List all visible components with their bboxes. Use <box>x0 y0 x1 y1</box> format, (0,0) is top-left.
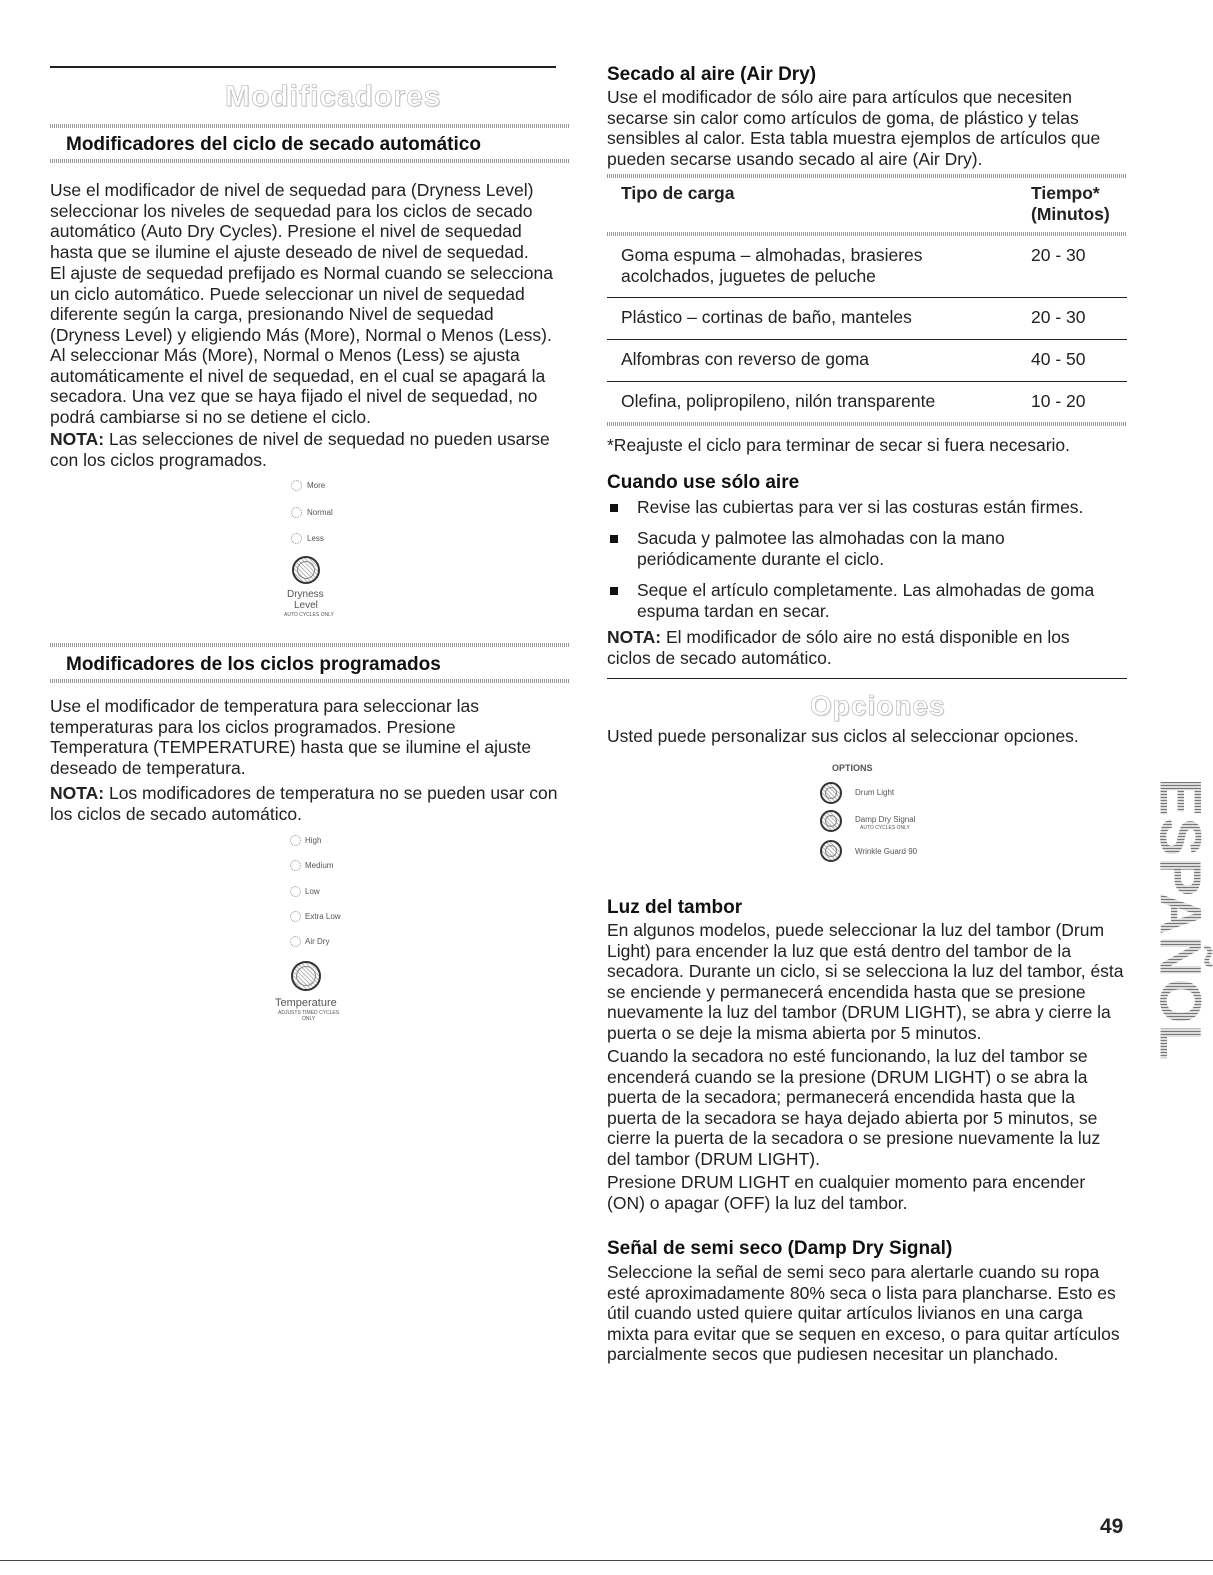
row-time: 10 - 20 <box>1031 391 1086 411</box>
col-header-time: Tiempo* <box>1031 183 1100 203</box>
heading-drum-light: Luz del tambor <box>607 897 743 918</box>
option-air-dry: Air Dry <box>305 937 330 946</box>
damp-dry-signal-sub: AUTO CYCLES ONLY <box>860 825 910 831</box>
row-divider <box>607 339 1127 340</box>
wrinkle-guard-label: Wrinkle Guard 90 <box>855 847 918 856</box>
note-text: El modificador de sólo aire no está disponible en los ciclos de secado automático. <box>607 627 1070 668</box>
normal-indicator-icon <box>291 507 302 518</box>
table-footnote: *Reajuste el ciclo para terminar de secar si fuera necesario. <box>607 435 1070 455</box>
row-time: 40 - 50 <box>1031 349 1086 369</box>
section-title-modificadores: Modificadores <box>225 80 442 113</box>
paragraph-air-dry: Use el modificador de sólo aire para artículos que necesiten secarse sin calor como artículos de goma, de plástico y telas sensibles al calor. Esta tabla muestra ejemplos de artículos que pueden secarse usando secado al aire (Air Dry). <box>607 87 1101 169</box>
level-label: Level <box>294 600 318 611</box>
dryness-label: Dryness <box>287 589 324 600</box>
options-panel <box>800 760 960 870</box>
note-text: Los modificadores de temperatura no se pueden usar con los ciclos de secado automático. <box>50 783 558 824</box>
paragraph-drum-light-3: Presione DRUM LIGHT en cualquier momento para encender (ON) o apagar (OFF) la luz del tambor. <box>607 1172 1086 1213</box>
temperature-control <box>260 832 370 1022</box>
extra-low-indicator-icon <box>290 911 301 922</box>
paragraph-temperature: Use el modificador de temperatura para seleccionar las temperaturas para los ciclos programados. Presione Temperatura (TEMPERATURE) hasta que se ilumine el ajuste deseado de temperatura. <box>50 696 532 778</box>
paragraph-dryness-default: El ajuste de sequedad prefijado es Normal cuando se selecciona un ciclo automático. Puede seleccionar un nivel de sequedad diferente según la carga, presionando Nivel de sequedad (Dryness Level) y eligiendo Más (More), Normal o Menos (Less). Al seleccionar Más (More), Normal o Menos (Less) se ajusta automáticamente el nivel de sequedad, en el cual se apagará la secadora. Una vez que se haya fijado el nivel de sequedad, no podrá cambiarse si no se detiene el ciclo. <box>50 263 553 427</box>
col-header-minutes: (Minutos) <box>1031 204 1110 224</box>
heading-air-dry: Secado al aire (Air Dry) <box>607 64 817 85</box>
row-time: 20 - 30 <box>1031 245 1086 265</box>
table-top-divider <box>607 174 1127 178</box>
note-label: NOTA: <box>50 783 105 803</box>
drum-light-label: Drum Light <box>855 788 895 797</box>
side-tab-label: ESPAÑOL <box>1147 778 1213 1062</box>
option-high: High <box>305 836 322 845</box>
heading-programmed-cycle-modifiers: Modificadores de los ciclos programados <box>66 654 441 675</box>
bullet-text: Seque el artículo completamente. Las almohadas de goma espuma tardan en secar. <box>637 580 1095 621</box>
drum-light-button[interactable] <box>820 782 842 804</box>
option-medium: Medium <box>305 861 334 870</box>
temperature-button[interactable] <box>291 961 321 991</box>
bullet-icon <box>610 535 618 543</box>
row-time: 20 - 30 <box>1031 307 1086 327</box>
row-divider <box>607 381 1127 382</box>
medium-indicator-icon <box>290 860 301 871</box>
paragraph-dryness-level: Use el modificador de nivel de sequedad para (Dryness Level) seleccionar los niveles de sequedad para los ciclos de secado automático (Auto Dry Cycles). Presione el nivel de sequedad hasta que se ilumine el ajuste deseado de nivel de sequedad. <box>50 180 534 262</box>
paragraph-drum-light-1: En algunos modelos, puede seleccionar la luz del tambor (Drum Light) para encender la luz que está dentro del tambor de la secadora. Durante un ciclo, si se selecciona la luz del tambor, ésta se enciende y permanecerá encendida hasta que se presione nuevamente la luz del tambor (DRUM LIGHT), se abra y cierre la puerta o se deje la misma abierta por 5 minutos. <box>607 920 1124 1043</box>
section-title-opciones: Opciones <box>810 690 946 721</box>
option-more: More <box>307 481 326 490</box>
air-dry-indicator-icon <box>290 936 301 947</box>
row-load: Plástico – cortinas de baño, manteles <box>621 307 912 327</box>
row-load: Olefina, polipropileno, nilón transparente <box>621 391 936 411</box>
note-dryness <box>50 429 568 470</box>
high-indicator-icon <box>290 835 301 846</box>
heading-only-air: Cuando use sólo aire <box>607 472 800 493</box>
paragraph-damp-dry-signal: Seleccione la señal de semi seco para alertarle cuando su ropa esté aproximadamente 80% seca o lista para plancharse. Esto es útil cuando usted quiere quitar artículos livianos en una carga mixta para evitar que se sequen en exceso, o para quitar artículos parcialmente secos que pudiesen necesitar un planchado. <box>607 1262 1120 1364</box>
damp-dry-signal-button[interactable] <box>820 810 842 832</box>
option-extra-low: Extra Low <box>305 912 341 921</box>
bullet-icon <box>610 587 618 595</box>
auto-cycles-only-label: AUTO CYCLES ONLY <box>284 612 334 618</box>
option-less: Less <box>307 534 324 543</box>
dryness-level-button[interactable] <box>292 556 320 584</box>
divider <box>50 124 570 128</box>
options-intro: Usted puede personalizar sus ciclos al seleccionar opciones. <box>607 726 1079 746</box>
col-header-load-type: Tipo de carga <box>621 183 735 203</box>
divider <box>50 679 570 683</box>
note-label: NOTA: <box>50 429 105 449</box>
note-text: Las selecciones de nivel de sequedad no pueden usarse con los ciclos programados. <box>50 429 550 470</box>
air-dry-table <box>607 180 1127 435</box>
options-panel-title: OPTIONS <box>832 763 873 773</box>
bullet-text: Sacuda y palmotee las almohadas con la mano periódicamente durante el ciclo. <box>637 528 1005 569</box>
row-load: Alfombras con reverso de goma <box>621 349 870 369</box>
options-top-rule <box>607 678 1127 679</box>
table-bottom-divider <box>607 422 1127 426</box>
heading-auto-cycle-modifiers: Modificadores del ciclo de secado automático <box>66 134 481 155</box>
adjusts-timed-cycles-label: ADJUSTS TIMED CYCLES <box>278 1010 340 1016</box>
top-rule-left <box>50 66 556 68</box>
note-label: NOTA: <box>607 627 662 647</box>
temperature-label: Temperature <box>275 997 337 1009</box>
bullet-icon <box>610 504 618 512</box>
bottom-rule <box>0 1560 1213 1561</box>
dryness-level-control <box>270 478 360 623</box>
less-indicator-icon <box>291 533 302 544</box>
page-number: 49 <box>1100 1515 1124 1538</box>
divider <box>50 643 570 647</box>
header-divider <box>607 232 1127 236</box>
more-indicator-icon <box>291 480 302 491</box>
option-low: Low <box>305 887 320 896</box>
option-normal: Normal <box>307 508 333 517</box>
heading-damp-dry-signal: Señal de semi seco (Damp Dry Signal) <box>607 1238 953 1259</box>
wrinkle-guard-button[interactable] <box>820 840 842 862</box>
bullet-text: Revise las cubiertas para ver si las costuras están firmes. <box>637 497 1084 517</box>
divider <box>50 159 570 163</box>
side-tab-espanol <box>1147 778 1213 1062</box>
note-temperature <box>50 783 570 824</box>
paragraph-drum-light-2: Cuando la secadora no esté funcionando, la luz del tambor se encenderá cuando se la presione (DRUM LIGHT) o se abra la puerta de la secadora; permanecerá encendida hasta que la puerta de la secadora se haya dejado abierta por 5 minutos, se cierre la puerta de la secadora o se presione nuevamente la luz del tambor (DRUM LIGHT). <box>607 1046 1101 1169</box>
low-indicator-icon <box>290 886 301 897</box>
row-load: Goma espuma – almohadas, brasieres acolchados, juguetes de peluche <box>621 245 923 286</box>
note-air-only <box>607 627 1112 668</box>
row-divider <box>607 297 1127 298</box>
damp-dry-signal-label: Damp Dry Signal <box>855 815 916 824</box>
only-label: ONLY <box>302 1016 316 1022</box>
